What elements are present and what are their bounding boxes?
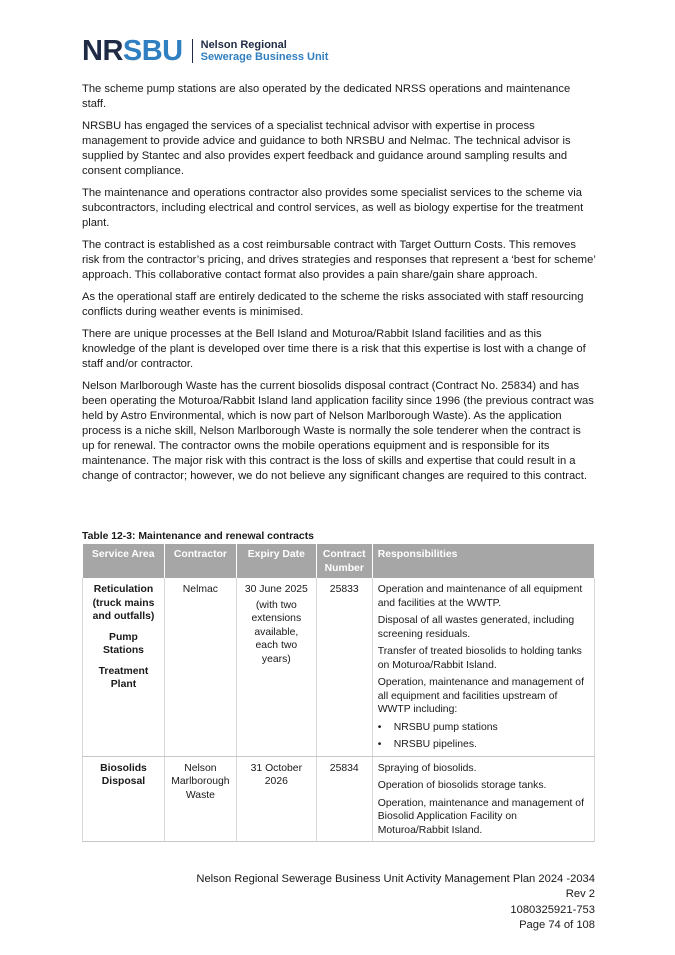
cell-contract-number: 25834 bbox=[316, 756, 372, 842]
logo-wordmark bbox=[82, 34, 183, 67]
footer-document-title: Nelson Regional Sewerage Business Unit Activity Management Plan 2024 -2034 bbox=[196, 873, 595, 885]
bullet-item bbox=[378, 738, 589, 752]
header-contract-number-l2: Number bbox=[324, 562, 364, 574]
service-area-line: Reticulation bbox=[93, 584, 154, 595]
header-contract-number bbox=[316, 544, 372, 578]
cell-expiry-date: 31 October 2026 bbox=[236, 756, 316, 842]
header-contract-number-l1: Contract bbox=[322, 549, 366, 560]
table-caption: Table 12-3: Maintenance and renewal contracts bbox=[82, 531, 314, 542]
bullet-item bbox=[378, 721, 589, 735]
responsibility-item: Disposal of all wastes generated, including screening residuals. bbox=[377, 615, 575, 640]
bullet-text: NRSBU pipelines. bbox=[393, 739, 477, 750]
table-row bbox=[83, 578, 595, 756]
logo-letters-blue: SBU bbox=[122, 34, 183, 67]
table-row bbox=[83, 756, 595, 842]
logo-divider bbox=[192, 39, 193, 63]
bullet-text: NRSBU pump stations bbox=[393, 721, 498, 733]
cell-contractor: Nelson Marlborough Waste bbox=[164, 756, 236, 842]
service-area-line: Disposal bbox=[101, 776, 146, 787]
service-area-line: and outfalls) bbox=[92, 611, 155, 622]
footer-page-number: Page 74 of 108 bbox=[519, 918, 595, 931]
body-text bbox=[82, 82, 596, 491]
cell-contractor: Nelmac bbox=[164, 578, 236, 756]
paragraph: The maintenance and operations contractor also provides some specialist services to the scheme via subcontractors, including electrical and control services, as well as biology expertise for the treatment plant. bbox=[82, 187, 584, 229]
footer-document-number: 1080325921-753 bbox=[510, 903, 595, 916]
logo-subtitle-line2: Sewerage Business Unit bbox=[200, 51, 329, 63]
service-area-line: Treatment bbox=[98, 665, 149, 677]
paragraph: Nelson Marlborough Waste has the current biosolids disposal contract (Contract No. 25834) and has been operating the Moturoa/Rabbit Island land application facility since 1996 (the previous contract was held by Astro Environmental, which is now part of Nelson Marlborough Waste). As the application process is a niche skill, Nelson Marlborough Waste is normally the sole tenderer when the contract is up for renewal. The contractor owns the mobile operations equipment and is responsible for its maintenance. The major risk with this contract is the loss of skills and expertise that could result in a change of contractor; however, we do not believe any significant changes are required to this contract. bbox=[82, 380, 594, 482]
table-header-row bbox=[83, 544, 595, 578]
cell-service-area bbox=[83, 756, 165, 842]
logo-subtitle-line1: Nelson Regional bbox=[200, 39, 287, 51]
service-area-line: Biosolids bbox=[100, 762, 147, 774]
cell-expiry-date bbox=[236, 578, 316, 756]
paragraph: The scheme pump stations are also operated by the dedicated NRSS operations and maintenance staff. bbox=[82, 83, 571, 110]
service-area-line: Stations bbox=[102, 645, 144, 656]
cell-responsibilities bbox=[372, 756, 594, 842]
header-responsibilities: Responsibilities bbox=[372, 544, 594, 578]
paragraph: NRSBU has engaged the services of a specialist technical advisor with expertise in process management to provide advice and guidance to both NRSBU and Nelmac. The technical advisor is supplied by Stantec and also provides expert feedback and guidance around sampling results and consent compliance. bbox=[82, 120, 571, 177]
header-service-area: Service Area bbox=[83, 544, 165, 578]
contracts-table bbox=[82, 544, 595, 842]
cell-service-area bbox=[83, 578, 165, 756]
header-expiry-date: Expiry Date bbox=[236, 544, 316, 578]
service-area-line: (truck mains bbox=[92, 597, 155, 609]
bullet-dot-icon: • bbox=[377, 739, 382, 750]
cell-contract-number: 25833 bbox=[316, 578, 372, 756]
responsibility-item: Operation and maintenance of all equipment and facilities at the WWTP. bbox=[377, 584, 583, 609]
cell-responsibilities bbox=[372, 578, 594, 756]
paragraph: The contract is established as a cost reimbursable contract with Target Outturn Costs. This removes risk from the contractor’s pricing, and drives strategies and responses that represent a ‘best for scheme’ approach. This collaborative contact format also provides a pain share/gain share approach. bbox=[82, 239, 596, 281]
responsibility-item: Operation of biosolids storage tanks. bbox=[377, 780, 547, 791]
expiry-date-value: 30 June 2025 bbox=[244, 584, 308, 595]
expiry-note: (with two extensions available, each two years) bbox=[251, 599, 302, 665]
paragraph: There are unique processes at the Bell Island and Moturoa/Rabbit Island facilities and as this knowledge of the plant is developed over time there is a risk that this expertise is lost with a change of staff and/or contractor. bbox=[82, 328, 586, 370]
logo-subtitle bbox=[201, 39, 329, 63]
responsibility-item: Operation, maintenance and management of Biosolid Application Facility on Moturoa/Rabbit Island. bbox=[377, 797, 584, 836]
page-footer bbox=[196, 872, 595, 933]
responsibility-item: Spraying of biosolids. bbox=[377, 762, 477, 774]
logo-letters-dark: NR bbox=[82, 34, 123, 67]
nrsbu-logo bbox=[82, 34, 328, 68]
paragraph: As the operational staff are entirely dedicated to the scheme the risks associated with staff resourcing conflicts during weather events is minimised. bbox=[82, 291, 584, 318]
service-area-line: Plant bbox=[110, 679, 137, 690]
responsibility-item: Operation, maintenance and management of all equipment and facilities upstream of WWTP including: bbox=[377, 677, 584, 715]
responsibility-item: Transfer of treated biosolids to holding tanks on Moturoa/Rabbit Island. bbox=[377, 646, 582, 671]
header-contractor: Contractor bbox=[164, 544, 236, 578]
bullet-dot-icon: • bbox=[377, 721, 382, 733]
service-area-line: Pump bbox=[109, 631, 138, 643]
footer-revision: Rev 2 bbox=[565, 888, 595, 901]
